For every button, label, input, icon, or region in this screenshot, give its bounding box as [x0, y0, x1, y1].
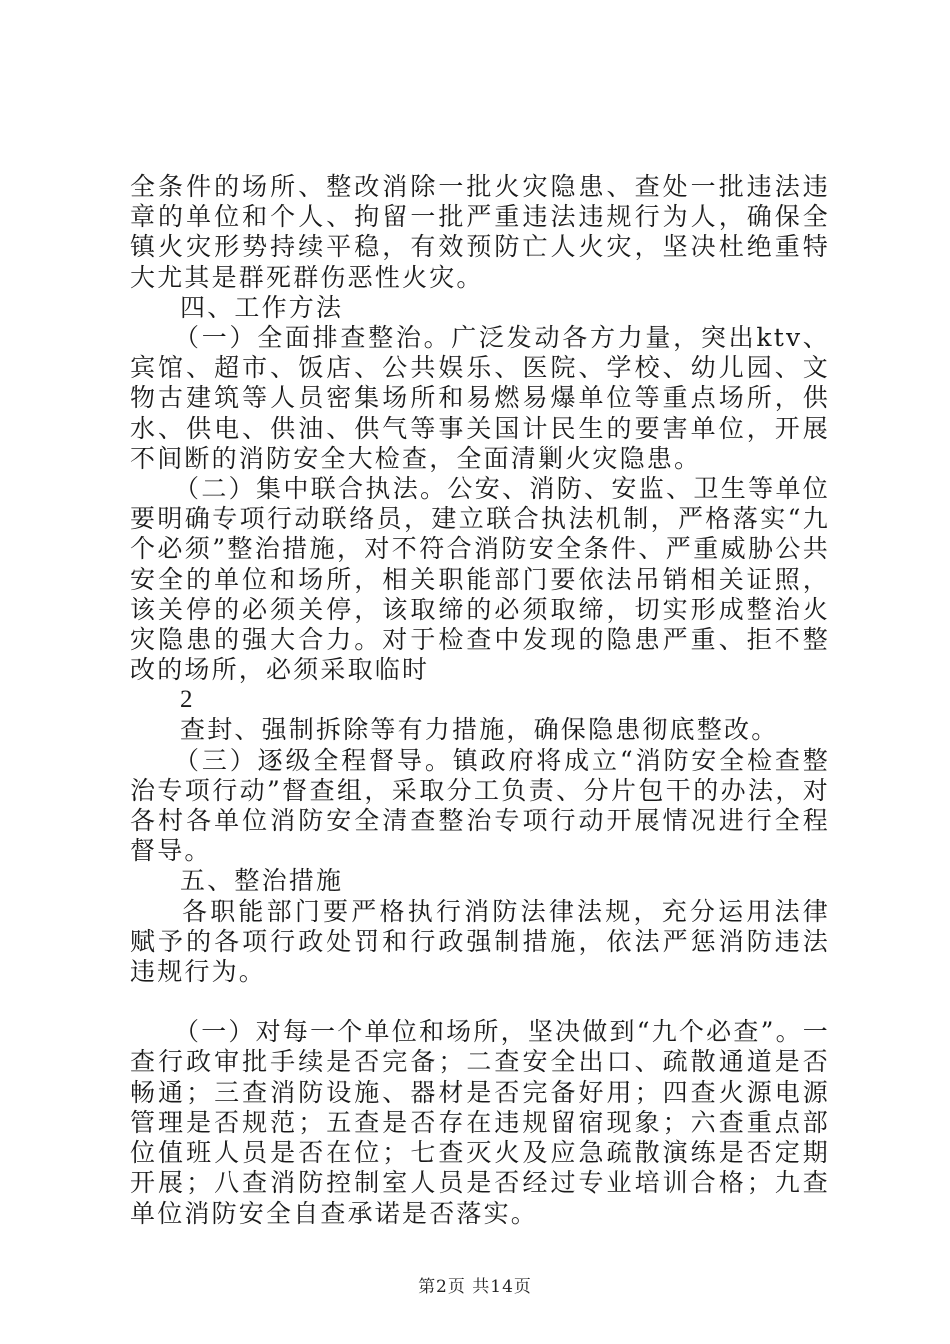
paragraph-continuation: 全条件的场所、整改消除一批火灾隐患、查处一批违法违章的单位和个人、拘留一批严重违法违规行为人，确保全镇火灾形势持续平稳，有效预防亡人火灾，坚决杜绝重特大尤其是群死群伤恶性火灾。 — [130, 172, 830, 292]
paragraph-item-3: （三）逐级全程督导。镇政府将成立“消防安全检查整治专项行动”督查组，采取分工负责、分片包干的办法，对各村各单位消防安全清查整治专项行动开展情况进行全程督导。 — [130, 745, 830, 866]
paragraph-item-1: （一）全面排查整治。广泛发动各方力量，突出ktv、宾馆、超市、饭店、公共娱乐、医院、学校、幼儿园、文物古建筑等人员密集场所和易燃易爆单位等重点场所，供水、供电、供油、供气等事关国计民生的要害单位，开展不间断的消防安全大检查，全面清剿火灾隐患。 — [130, 323, 830, 473]
section-heading-measures: 五、整治措施 — [180, 866, 344, 896]
paragraph-item-2-continued: 查封、强制拆除等有力措施，确保隐患彻底整改。 — [180, 715, 779, 745]
paragraph-gap — [130, 987, 830, 1017]
page-footer: 第2页 共14页 — [418, 1277, 532, 1297]
document-body — [130, 172, 830, 1229]
paragraph-nine-checks: （一）对每一个单位和场所，坚决做到“九个必查”。一查行政审批手续是否完备；二查安全出口、疏散通道是否畅通；三查消防设施、器材是否完备好用；四查火源电源管理是否规范；五查是否存在违规留宿现象；六查重点部位值班人员是否在位；七查灭火及应急疏散演练是否定期开展；八查消防控制室人员是否经过专业培训合格；九查单位消防安全自查承诺是否落实。 — [130, 1017, 830, 1228]
inline-page-number: 2 — [180, 686, 193, 714]
paragraph-measures-intro: 各职能部门要严格执行消防法律法规，充分运用法律赋予的各项行政处罚和行政强制措施，依法严惩消防违法违规行为。 — [130, 896, 830, 987]
section-heading-work-methods: 四、工作方法 — [180, 292, 344, 322]
paragraph-item-2: （二）集中联合执法。公安、消防、安监、卫生等单位要明确专项行动联络员，建立联合执法机制，严格落实“九个必须”整治措施，对不符合消防安全条件、严重威胁公共安全的单位和场所，相关职能部门要依法吊销相关证照，该关停的必须关停，该取缔的必须取缔，切实形成整治火灾隐患的强大合力。对于检查中发现的隐患严重、拒不整改的场所，必须采取临时 — [130, 474, 830, 685]
